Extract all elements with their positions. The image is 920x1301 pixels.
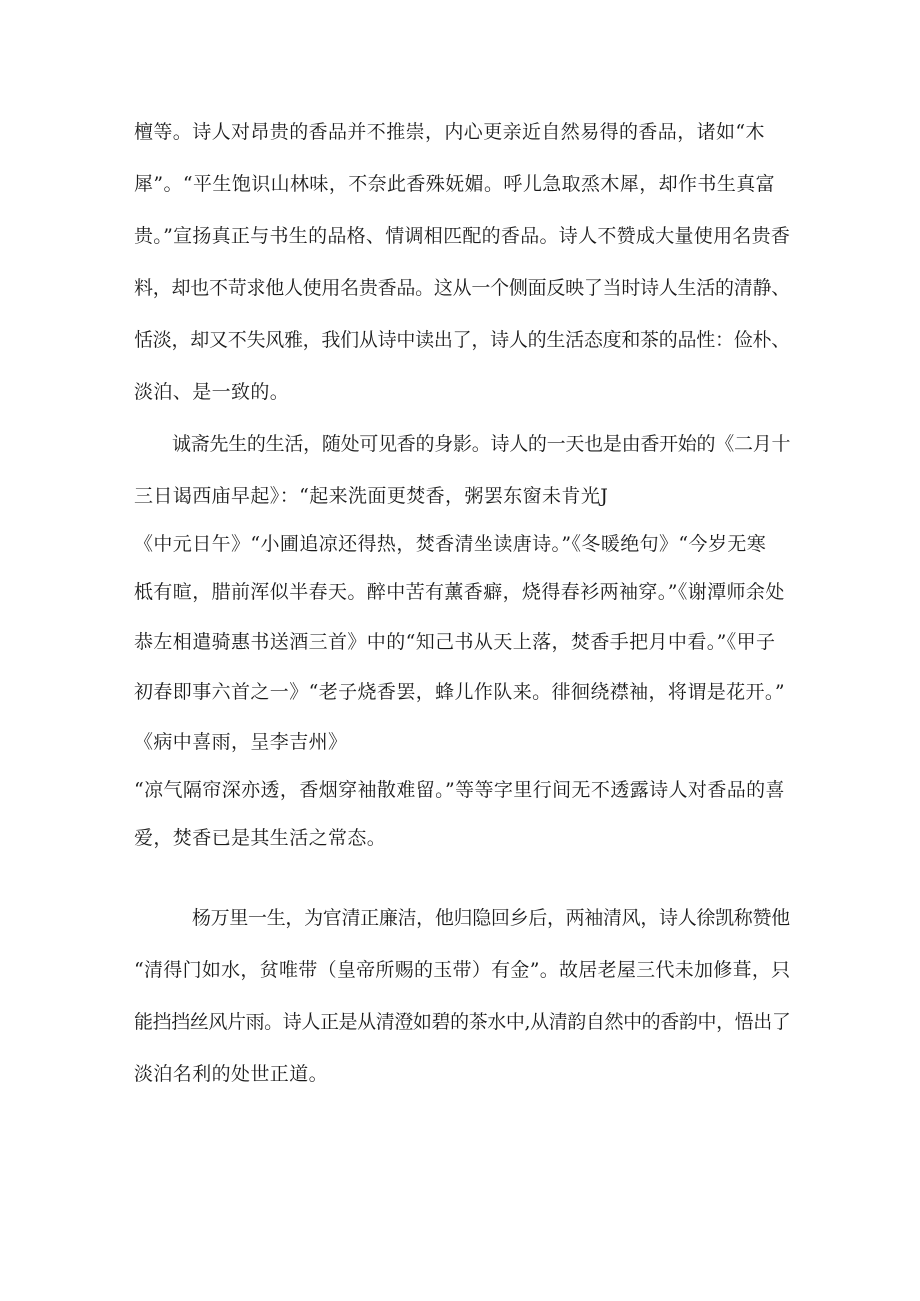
text-line: 恬淡，却又不失风雅，我们从诗中读出了，诗人的生活态度和茶的品性：俭朴、: [134, 329, 791, 351]
text-line: “凉气隔帘深亦透，香烟穿袖散难留。”等等字里行间无不透露诗人对香品的喜: [134, 779, 785, 801]
text-line: 犀”。“平生饱识山林味，不奈此香殊妩媚。呼儿急取烝木犀，却作书生真富: [134, 173, 776, 195]
text-line: 能挡挡丝风片雨。诗人正是从清澄如碧的茶水中,从清韵自然中的香韵中，悟出了: [134, 1011, 791, 1033]
text-line: 淡泊、是一致的。: [134, 381, 290, 403]
text-line: “清得门如水，贫唯带（皇帝所赐的玉带）有金”。故居老屋三代未加修葺，只: [134, 959, 791, 981]
text-line: 诚斋先生的生活，随处可见香的身影。诗人的一天也是由香开始的《二月十: [172, 433, 791, 455]
text-line: 爱，焚香已是其生活之常态。: [134, 827, 387, 849]
text-line: 料，却也不苛求他人使用名贵香品。这从一个侧面反映了当时诗人生活的清静、: [134, 277, 791, 299]
text-line: 柢有暄，腊前浑似半春天。醉中苦有薰香癖，烧得春衫两袖穿。”《谢潭师余处: [134, 581, 785, 603]
text-line: 恭左相遣骑惠书送酒三首》中的“知己书从天上落，焚香手把月中看。”《甲子: [134, 631, 776, 653]
text-line: 杨万里一生，为官清正廉洁，他归隐回乡后，两袖清风，诗人徐凯称赞他: [192, 907, 790, 929]
text-line: 初春即事六首之一》“老子烧香罢，蜂儿作队来。徘徊绕襟袖，将谓是花开。”: [134, 681, 785, 703]
text-line: 檀等。诗人对昂贵的香品并不推崇，内心更亲近自然易得的香品，诸如“木: [134, 121, 765, 143]
text-line: 贵。”宣扬真正与书生的品格、情调相匹配的香品。诗人不赞成大量使用名贵香: [134, 225, 791, 247]
text-line: 《中元日午》“小圃追凉还得热，焚香清坐读唐诗。”《冬暖绝句》“今岁无寒: [134, 533, 767, 555]
text-line: 淡泊名利的处世正道。: [134, 1063, 329, 1085]
text-line: 《病中喜雨，呈李吉州》: [134, 731, 348, 753]
text-line: 三日谒西庙早起》：“起来洗面更焚香，粥罢东窗未肯光J: [134, 485, 609, 507]
